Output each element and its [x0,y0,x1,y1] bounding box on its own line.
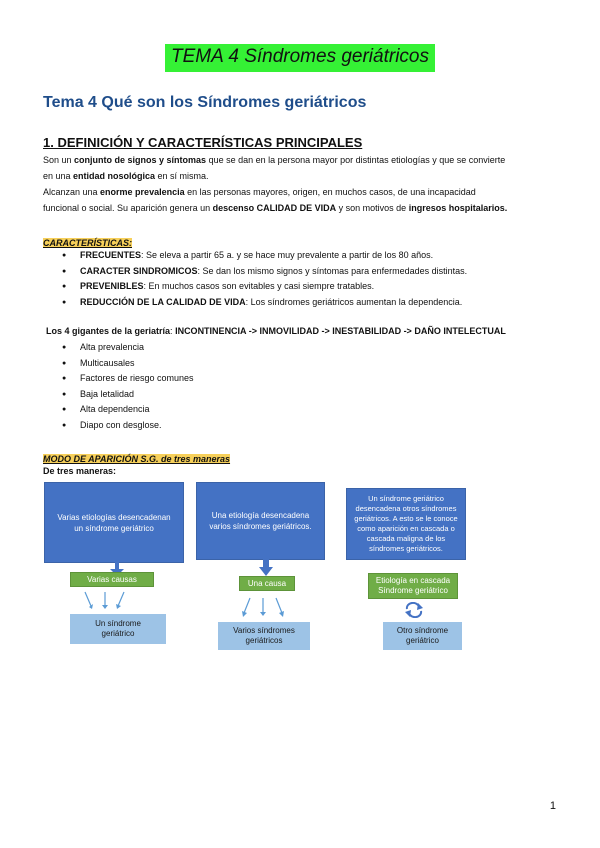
item-term: CARACTER SINDROMICOS [80,265,198,276]
diagram3-mid-box: Etiología en cascada Síndrome geriátrico [368,573,458,599]
list-item [62,264,562,280]
section-heading: 1. DEFINICIÓN Y CARACTERÍSTICAS PRINCIPALES [43,135,363,150]
list-item [62,279,562,295]
caracteristicas-list [62,248,562,310]
subtitle: Tema 4 Qué son los Síndromes geriátricos [43,94,367,111]
text-span: en las personas mayores, origen, en muchos casos, de una incapacidad [184,187,476,197]
list-item: ● Factores de riesgo comunes [62,371,462,387]
list-item [62,295,562,311]
item-term: FRECUENTES [80,250,142,260]
item-term: PREVENIBLES [80,281,144,291]
modo-label: MODO DE APARICIÓN S.G. de tres maneras [43,454,231,464]
text-span: en sí misma. [155,171,209,181]
text-span: Alcanzan una [43,187,101,197]
item-text: : Los síndromes geriátricos aumentan la dependencia. [245,296,463,307]
list-item: ● Diapo con desglose. [62,418,462,434]
diagram1-top-box: Varias etiologías desencadenan un síndrome geriátrico [44,482,184,563]
gigantes-intro [46,323,566,339]
diagram3-bottom-box: Otro síndrome geriátrico [383,622,462,650]
bold-span: INCONTINENCIA -> INMOVILIDAD -> INESTABILIDAD -> DAÑO INTELECTUAL [175,326,506,336]
cycle-arrows-icon [403,602,425,618]
bold-span: Los 4 gigantes de la geriatría [46,326,171,336]
item-term: REDUCCIÓN DE LA CALIDAD DE VIDA [80,296,246,307]
page-number: 1 [549,800,556,812]
definition-paragraph [43,152,563,216]
item-text: : Se dan los mismo signos y síntomas para enfermedades distintas. [197,265,468,276]
text-span: y son motivos de [336,203,409,213]
list-item: ● Alta prevalencia [62,340,462,356]
diagram2-top-box: Una etiología desencadena varios síndromes geriátricos. [196,482,325,560]
text-span: funcional o social. Su aparición genera un [43,203,213,213]
list-item [62,248,562,264]
text-span: que se dan en la persona mayor por distintas etiologías y que se convierte [206,155,506,165]
definition-line-1 [43,152,563,168]
caracteristicas-label: CARACTERÍSTICAS: [43,238,132,248]
text-span: : [170,326,176,336]
gigantes-list [62,340,462,433]
definition-line-2 [43,168,563,184]
diagram1-bottom-box: Un síndrome geriátrico [70,614,166,644]
list-item: ● Baja letalidad [62,387,462,403]
diagram1-arrows-icon [80,590,130,610]
title-container [0,44,600,72]
definition-line-3 [43,184,563,200]
bold-span: conjunto de signos y síntomas [74,155,207,165]
item-text: : En muchos casos son evitables y casi siempre tratables. [143,281,375,291]
diagram2-down-arrow-icon [259,556,273,576]
page-title: TEMA 4 Síndromes geriátricos [165,44,435,72]
text-span: Son un [43,155,75,165]
diagram3-top-box: Un síndrome geriátrico desencadena otros síndromes geriátricos. A esto se le conoce como aparición en cascada o cascada maligna de los síndromes geriátricos. [346,488,466,560]
bold-span: enorme prevalencia [100,187,185,197]
list-item: ● Multicausales [62,356,462,372]
item-text: : Se eleva a partir 65 a. y se hace muy prevalente a partir de los 80 años. [141,250,434,260]
diagram2-mid-box: Una causa [239,576,295,591]
diagram2-bottom-box: Varios síndromes geriátricos [218,622,310,650]
text-span: en una [43,171,74,181]
bold-span: descenso CALIDAD DE VIDA [212,203,337,213]
diagram2-arrows-icon [238,596,288,618]
bold-span: ingresos hospitalarios. [408,203,508,213]
modo-intro: De tres maneras: [43,466,117,476]
diagram1-mid-box: Varias causas [70,572,154,587]
list-item: ● Alta dependencia [62,402,462,418]
definition-line-4 [43,200,563,216]
bold-span: entidad nosológica [73,171,156,181]
